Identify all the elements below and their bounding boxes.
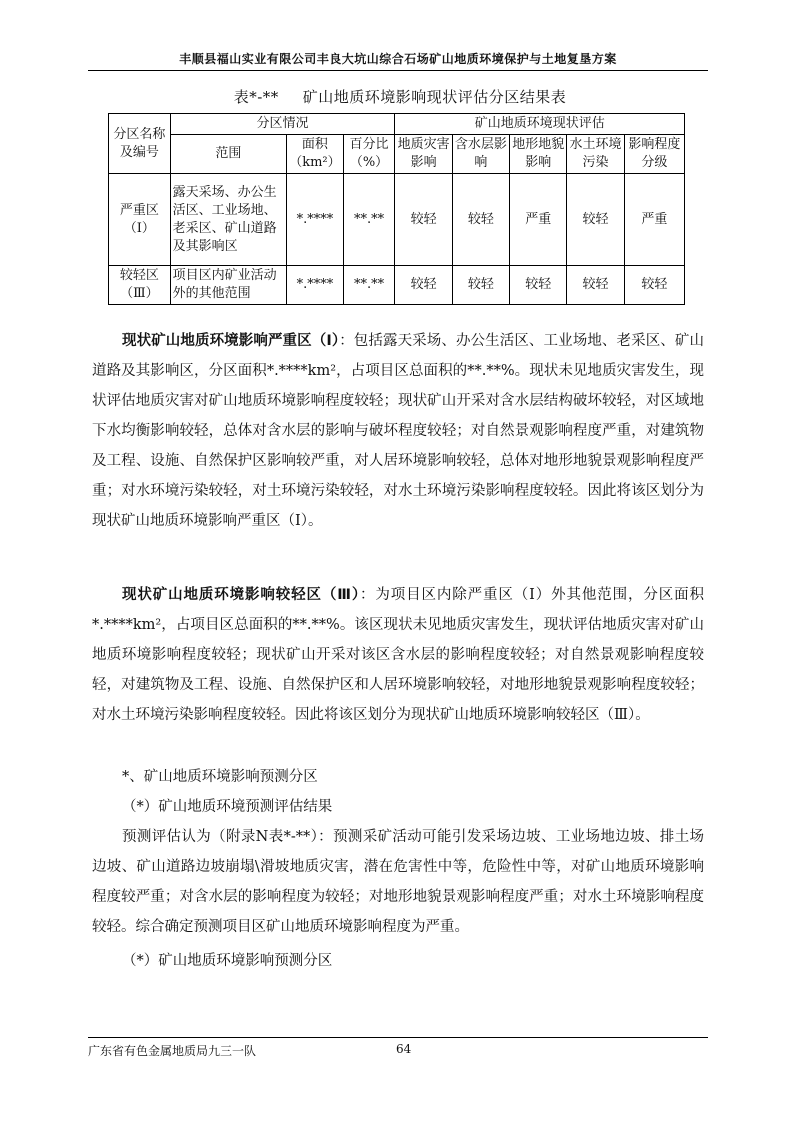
header-range: 范围 xyxy=(170,135,287,174)
header-status: 矿山地质环境现状评估 xyxy=(395,114,685,135)
paragraph-severe-heading: 现状矿山地质环境影响严重区（Ⅰ） xyxy=(122,333,340,349)
footer-rule xyxy=(88,1037,708,1038)
row-percent: **.** xyxy=(343,174,395,266)
section-heading-prediction: *、矿山地质环境影响预测分区 xyxy=(122,769,318,785)
paragraph-severe-text: ：包括露天采场、办公生活区、工业场地、老采区、矿山道路及其影响区，分区面积*.****km²，占项目区总面积的**.**%。现状未见地质灾害发生，现状评估地质灾害对矿山地质环境影响程度较轻；现状矿山开采对含水层结构破坏较轻，对区域地下水均衡影响较轻，总体对含水层的影响与破坏程度较轻；对自然景观影响程度严重，对建筑物及工程、设施、自然保护区影响较严重，对人居环境影响较轻，总体对地形地貌景观影响程度严重；对水环境污染较轻，对土环境污染较轻，对水土环境污染影响程度较轻。因此将该区划分为现状矿山地质环境影响严重区（Ⅰ）。 xyxy=(92,333,704,529)
header-zone-info: 分区情况 xyxy=(170,114,395,135)
table-title-text: 矿山地质环境影响现状评估分区结果表 xyxy=(302,88,567,106)
subsection-heading-zoning: （*）矿山地质环境影响预测分区 xyxy=(122,953,333,969)
row-area: *.**** xyxy=(287,266,343,305)
paragraph-light-heading: 现状矿山地质环境影响较轻区（Ⅲ） xyxy=(122,587,360,603)
row-water: 较轻 xyxy=(452,266,509,305)
paragraph-light-zone xyxy=(92,580,704,730)
row-geo: 较轻 xyxy=(395,174,452,266)
paragraph-severe-zone xyxy=(92,326,704,536)
table-title xyxy=(100,86,700,107)
row-level: 较轻 xyxy=(624,266,684,305)
paragraph-prediction: 预测评估认为（附录N表*-**）：预测采矿活动可能引发采场边坡、工业场地边坡、排土场边坡、矿山道路边坡崩塌\滑坡地质灾害，潜在危害性中等，危险性中等，对矿山地质环境影响程度较严重；对含水层的影响程度为较轻；对地形地貌景观影响程度严重；对水土环境影响程度较轻。综合确定预测项目区矿山地质环境影响程度为严重。 xyxy=(92,829,704,935)
header-area: 面积（km²） xyxy=(287,135,343,174)
page-number: 64 xyxy=(396,1042,412,1056)
row-landform: 较轻 xyxy=(510,266,567,305)
header-soil: 水土环境污染 xyxy=(567,135,624,174)
row-soil: 较轻 xyxy=(567,266,624,305)
row-landform: 严重 xyxy=(510,174,567,266)
header-landform: 地形地貌影响 xyxy=(510,135,567,174)
table-row xyxy=(109,174,685,266)
header-water: 含水层影响 xyxy=(452,135,509,174)
paragraph-light-text: ：为项目区内除严重区（Ⅰ）外其他范围，分区面积*.****km²，占项目区总面积的**.**%。该区现状未见地质灾害发生，现状评估地质灾害对矿山地质环境影响程度较轻；现状矿山开采对该区含水层的影响程度较轻；对自然景观影响程度较轻，对建筑物及工程、设施、自然保护区和人居环境影响较轻，对地形地貌景观影响程度较轻；对水土环境污染影响程度较轻。因此将该区划分为现状矿山地质环境影响较轻区（Ⅲ）。 xyxy=(92,587,704,723)
header-rule xyxy=(88,70,708,71)
subsection-heading-results: （*）矿山地质环境预测评估结果 xyxy=(122,799,333,815)
header-percent: 百分比（%） xyxy=(343,135,395,174)
header-geo: 地质灾害影响 xyxy=(395,135,452,174)
row-level: 严重 xyxy=(624,174,684,266)
row-range: 项目区内矿业活动外的其他范围 xyxy=(170,266,287,305)
row-geo: 较轻 xyxy=(395,266,452,305)
row-range: 露天采场、办公生活区、工业场地、老采区、矿山道路及其影响区 xyxy=(170,174,287,266)
footer-organization: 广东省有色金属地质局九三一队 xyxy=(88,1044,257,1058)
header-level: 影响程度分级 xyxy=(624,135,684,174)
row-zone: 严重区（Ⅰ） xyxy=(109,174,171,266)
row-soil: 较轻 xyxy=(567,174,624,266)
row-zone: 较轻区（Ⅲ） xyxy=(109,266,171,305)
row-percent: **.** xyxy=(343,266,395,305)
table-row xyxy=(109,266,685,305)
row-water: 较轻 xyxy=(452,174,509,266)
zoning-table xyxy=(108,113,685,305)
table-title-code: 表*-** xyxy=(233,88,279,106)
document-header: 丰顺县福山实业有限公司丰良大坑山综合石场矿山地质环境保护与土地复垦方案 xyxy=(179,52,617,66)
row-area: *.**** xyxy=(287,174,343,266)
header-zone: 分区名称及编号 xyxy=(109,114,171,174)
